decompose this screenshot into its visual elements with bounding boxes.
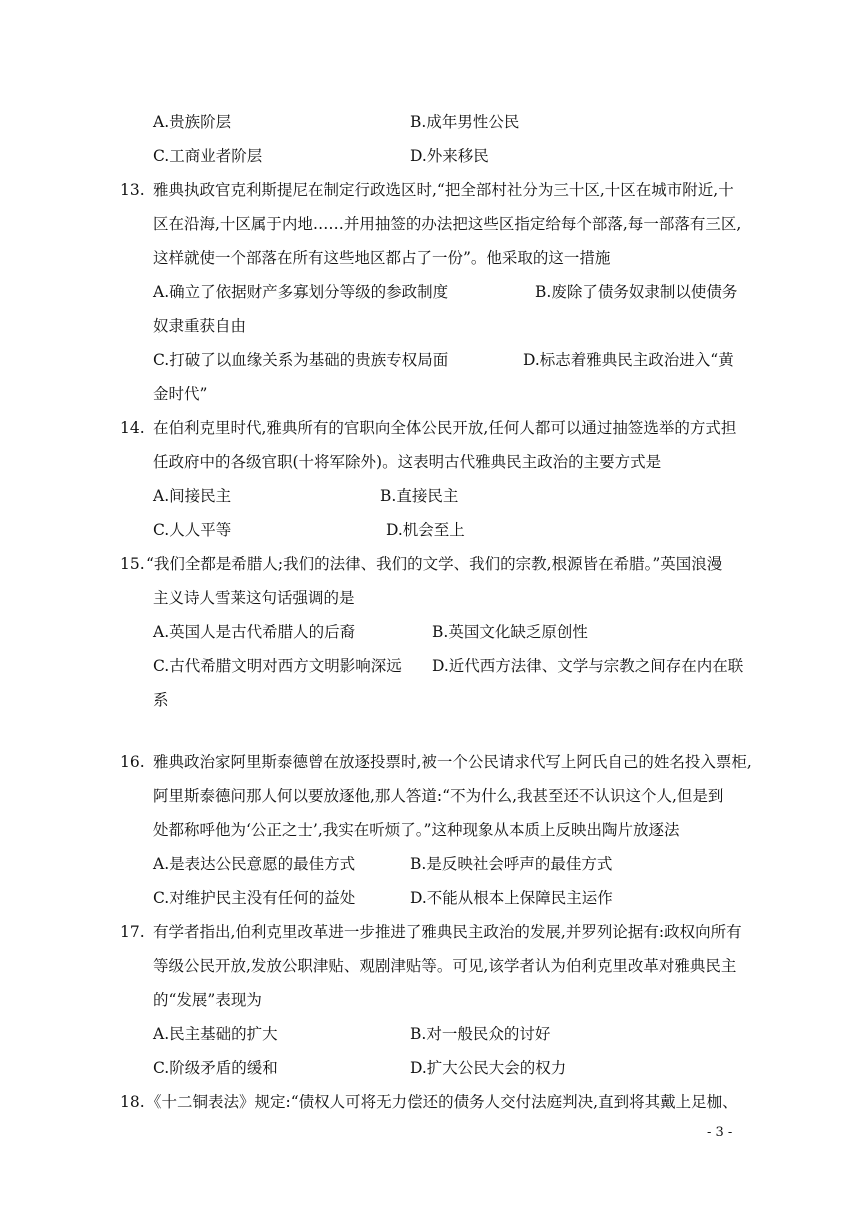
q15-option-d-cont: 系 — [153, 691, 169, 709]
q13-option-b: B.废除了债务奴隶制以使债务 — [535, 283, 738, 301]
q18-stem-line: 《十二铜表法》规定:“债权人可将无力偿还的债务人交付法庭判决,直到将其戴上足枷、 — [146, 1093, 738, 1111]
q15-option-d: D.近代西方法律、文学与宗教之间存在内在联 — [432, 657, 744, 675]
q16-number: 16. — [120, 753, 145, 771]
q16-option-d: D.不能从根本上保障民主运作 — [410, 889, 613, 907]
q17-option-d: D.扩大公民大会的权力 — [410, 1059, 567, 1077]
q13-option-a: A.确立了依据财产多寡划分等级的参政制度 — [153, 283, 449, 301]
q13-option-b-cont: 奴隶重获自由 — [153, 317, 247, 335]
q18-number: 18. — [120, 1093, 145, 1111]
q15-option-a: A.英国人是古代希腊人的后裔 — [153, 623, 356, 641]
q13-option-d: D.标志着雅典民主政治进入“黄 — [523, 351, 734, 369]
q14-option-a: A.间接民主 — [153, 487, 232, 505]
q17-number: 17. — [120, 923, 145, 941]
q16-option-b: B.是反映社会呼声的最佳方式 — [410, 855, 613, 873]
q12-option-d: D.外来移民 — [410, 147, 489, 165]
q12-option-a: A.贵族阶层 — [153, 113, 232, 131]
q14-option-b: B.直接民主 — [380, 487, 459, 505]
q17-stem-line: 有学者指出,伯利克里改革进一步推进了雅典民主政治的发展,并罗列论据有:政权向所有 — [153, 923, 742, 941]
q15-stem-line: “我们全都是希腊人;我们的法律、我们的文学、我们的宗教,根源皆在希腊。”英国浪漫 — [146, 555, 723, 573]
q13-stem-line: 区在沿海,十区属于内地……并用抽签的办法把这些区指定给每个部落,每一部落有三区, — [153, 215, 742, 233]
q17-stem-line: 的“发展”表现为 — [153, 991, 262, 1009]
q14-number: 14. — [120, 419, 145, 437]
q15-option-b: B.英国文化缺乏原创性 — [432, 623, 588, 641]
q13-option-d-cont: 金时代” — [153, 385, 208, 403]
q15-number: 15. — [120, 555, 145, 573]
q12-option-b: B.成年男性公民 — [410, 113, 520, 131]
q16-option-c: C.对维护民主没有任何的益处 — [153, 889, 356, 907]
q14-stem-line: 任政府中的各级官职(十将军除外)。这表明古代雅典民主政治的主要方式是 — [153, 453, 662, 471]
q16-option-a: A.是表达公民意愿的最佳方式 — [153, 855, 356, 873]
q16-stem-line: 阿里斯泰德问那人何以要放逐他,那人答道:“不为什么,我甚至还不认识这个人,但是到 — [153, 787, 724, 805]
q16-stem-line: 处都称呼他为‘公正之士’,我实在听烦了。”这种现象从本质上反映出陶片放逐法 — [153, 821, 680, 839]
q13-number: 13. — [120, 181, 145, 199]
q13-stem-line: 雅典执政官克利斯提尼在制定行政选区时,“把全部村社分为三十区,十区在城市附近,十 — [153, 181, 734, 199]
q16-stem-line: 雅典政治家阿里斯泰德曾在放逐投票时,被一个公民请求代写上阿氏自己的姓名投入票柜, — [153, 753, 752, 771]
q14-option-c: C.人人平等 — [153, 521, 232, 539]
q17-option-c: C.阶级矛盾的缓和 — [153, 1059, 278, 1077]
q15-option-c: C.古代希腊文明对西方文明影响深远 — [153, 657, 402, 675]
q17-option-b: B.对一般民众的讨好 — [410, 1025, 551, 1043]
q14-stem-line: 在伯利克里时代,雅典所有的官职向全体公民开放,任何人都可以通过抽签选举的方式担 — [153, 419, 737, 437]
q13-option-c: C.打破了以血缘关系为基础的贵族专权局面 — [153, 351, 449, 369]
q14-option-d: D.机会至上 — [386, 521, 465, 539]
q17-stem-line: 等级公民开放,发放公职津贴、观剧津贴等。可见,该学者认为伯利克里改革对雅典民主 — [153, 957, 737, 975]
q15-stem-line: 主义诗人雪莱这句话强调的是 — [153, 589, 355, 607]
q12-option-c: C.工商业者阶层 — [153, 147, 263, 165]
page-number: - 3 - — [707, 1125, 733, 1140]
q17-option-a: A.民主基础的扩大 — [153, 1025, 278, 1043]
q13-stem-line: 这样就使一个部落在所有这些地区都占了一份”。他采取的这一措施 — [153, 249, 611, 267]
